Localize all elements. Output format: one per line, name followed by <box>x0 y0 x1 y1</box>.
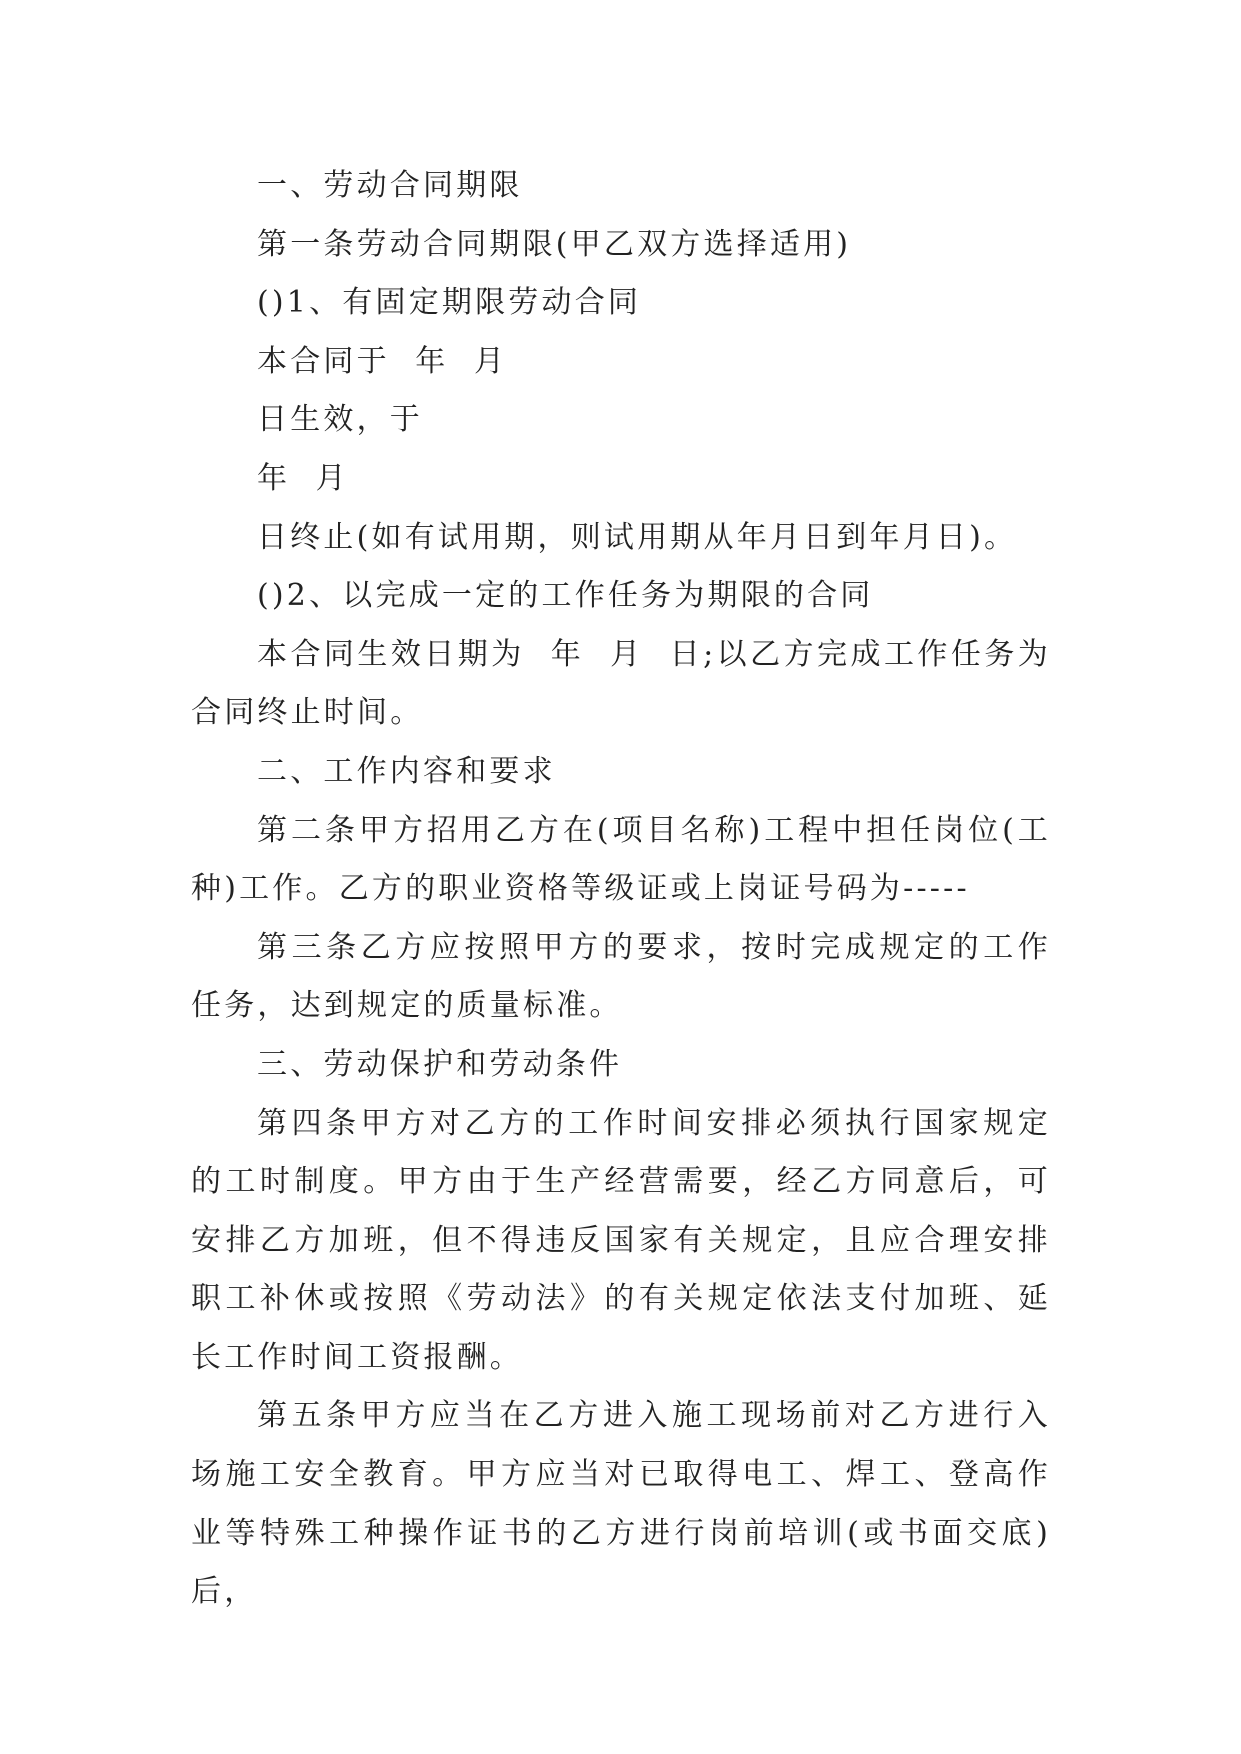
article-3: 第三条乙方应按照甲方的要求，按时完成规定的工作任务，达到规定的质量标准。 <box>191 929 1051 1024</box>
section-heading-labor-protection: 三、劳动保护和劳动条件 <box>257 1046 623 1082</box>
paragraph-start-date: 本合同于 年 月 <box>257 343 508 379</box>
option-task-term: ()2、以完成一定的工作任务为期限的合同 <box>257 578 874 614</box>
article-2: 第二条甲方招用乙方在(项目名称)工程中担任岗位(工种)工作。乙方的职业资格等级证或上岗证号码为----- <box>191 812 1051 907</box>
section-heading-contract-term: 一、劳动合同期限 <box>257 168 523 203</box>
article-1: 第一条劳动合同期限(甲乙双方选择适用) <box>257 226 852 262</box>
paragraph-effective: 日生效，于 <box>257 402 423 438</box>
paragraph-end-date: 年 月 <box>257 460 349 496</box>
paragraph-termination: 日终止(如有试用期，则试用期从年月日到年月日)。 <box>257 519 1018 555</box>
document-body <box>191 157 1051 1622</box>
section-heading-work-content: 二、工作内容和要求 <box>257 753 556 789</box>
article-4: 第四条甲方对乙方的工作时间安排必须执行国家规定的工时制度。甲方由于生产经营需要，经乙方同意后，可安排乙方加班，但不得违反国家有关规定，且应合理安排职工补休或按照《劳动法》的有关规定依法支付加班、延长工作时间工资报酬。 <box>191 1105 1051 1375</box>
paragraph-task-term: 本合同生效日期为 年 月 日;以乙方完成工作任务为合同终止时间。 <box>191 636 1051 731</box>
option-fixed-term: ()1、有固定期限劳动合同 <box>257 285 642 321</box>
article-5: 第五条甲方应当在乙方进入施工现场前对乙方进行入场施工安全教育。甲方应当对已取得电工、焊工、登高作业等特殊工种操作证书的乙方进行岗前培训(或书面交底)后， <box>191 1398 1051 1610</box>
